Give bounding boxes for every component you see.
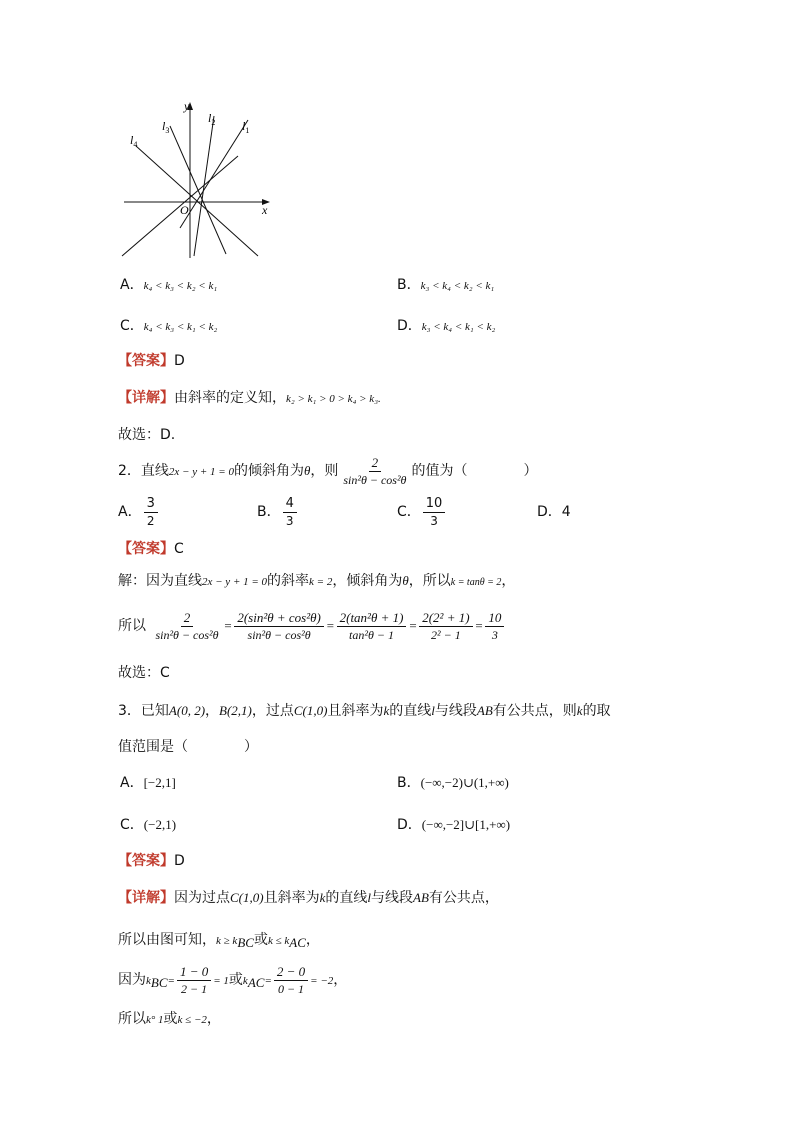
q1-option-c: C．k₄ < k₃ < k₁ < k₂ <box>120 318 218 334</box>
line-l2 <box>194 116 214 256</box>
q2-stem: 2．直线2x − y + 1 = 0的倾斜角为θ，则 $\frac{2}{\text{sin²θ − cos²θ}}$ 的值为（ ） <box>118 454 538 487</box>
q2-stem-fraction: $\frac{2}{\text{sin²θ − cos²θ}}$ <box>343 454 407 487</box>
q3-option-d: D．(−∞,−2]∪[1,+∞) <box>397 817 511 833</box>
coordinate-figure <box>118 98 278 260</box>
q3-stem-line2: 值范围是（ ） <box>118 739 258 755</box>
q1-option-a: A．k₄ < k₃ < k₂ < k₁ <box>120 277 218 293</box>
q1-option-b: B．k₃ < k₄ < k₂ < k₁ <box>397 277 495 293</box>
q2-option-c: C． $\frac{10}{3}$ <box>397 494 447 530</box>
label-l1: $l_1$ <box>242 119 250 135</box>
q2-solution-line1: 解：因为直线2x − y + 1 = 0的斜率k = 2，倾斜角为θ，所以k = tanθ = 2， <box>118 573 516 589</box>
q1-option-d: D．k₃ < k₄ < k₁ < k₂ <box>397 318 496 334</box>
y-axis-label: y <box>184 99 190 113</box>
q1-detail: 【详解】由斜率的定义知，k₂ > k₁ > 0 > k₄ > k₃. <box>118 390 381 406</box>
x-axis-label: x <box>262 203 268 217</box>
q1-conclusion: 故选：D. <box>118 427 176 443</box>
q2-conclusion: 故选：C <box>118 665 170 681</box>
line-l4 <box>136 146 258 256</box>
q3-option-b: B．(−∞,−2)∪(1,+∞) <box>397 775 509 791</box>
label-l4: $l_4$ <box>130 133 138 149</box>
label-l3: $l_3$ <box>162 119 170 135</box>
q3-detail-line3: 因为$k_{BC}=$ $\frac{1 - 0}{2 - 1}$ = 1或$k_{AC}=$ $\frac{2 - 0}{0 - 1}$ = −2， <box>118 963 348 996</box>
q1-answer: 【答案】D <box>118 353 185 369</box>
q3-detail-line4: 所以k° 1或k ≤ −2， <box>118 1011 221 1027</box>
q3-option-c: C．(−2,1) <box>120 817 177 833</box>
q3-detail-line1: 【详解】因为过点C(1,0)且斜率为k的直线l与线段AB有公共点， <box>118 890 499 906</box>
origin-label: O <box>180 203 189 217</box>
label-l2: $l_2$ <box>208 111 216 127</box>
q2-answer: 【答案】C <box>118 541 184 557</box>
q2-option-d: D．4 <box>537 504 571 520</box>
q3-answer: 【答案】D <box>118 853 185 869</box>
q2-solution-line2: 所以 $\frac{2}{\text{sin²θ − cos²θ}}$ = $\frac{\text{2(sin²θ + cos²θ)}}{\text{sin²θ − cos²θ}}$ = $\frac{\text{2(tan²θ + 1)}}{\text{tan²θ − 1}}$ = $\frac{\text{2(2² + 1)}}{\text{2² − 1}}$ = $\frac{10}{3}$ <box>118 606 506 646</box>
q3-detail-line2: 所以由图可知，$k \ge k_{BC}$或$k \le k_{AC}$， <box>118 932 320 950</box>
q2-option-b: B． $\frac{4}{3}$ <box>257 494 299 530</box>
q3-stem-line1: 3．已知A(0, 2)，B(2,1)，过点C(1,0)且斜率为k的直线l与线段AB有公共点，则k的取 <box>118 703 611 719</box>
q3-option-a: A．[−2,1] <box>120 775 176 791</box>
q2-option-a: A． $\frac{3}{2}$ <box>118 494 160 530</box>
